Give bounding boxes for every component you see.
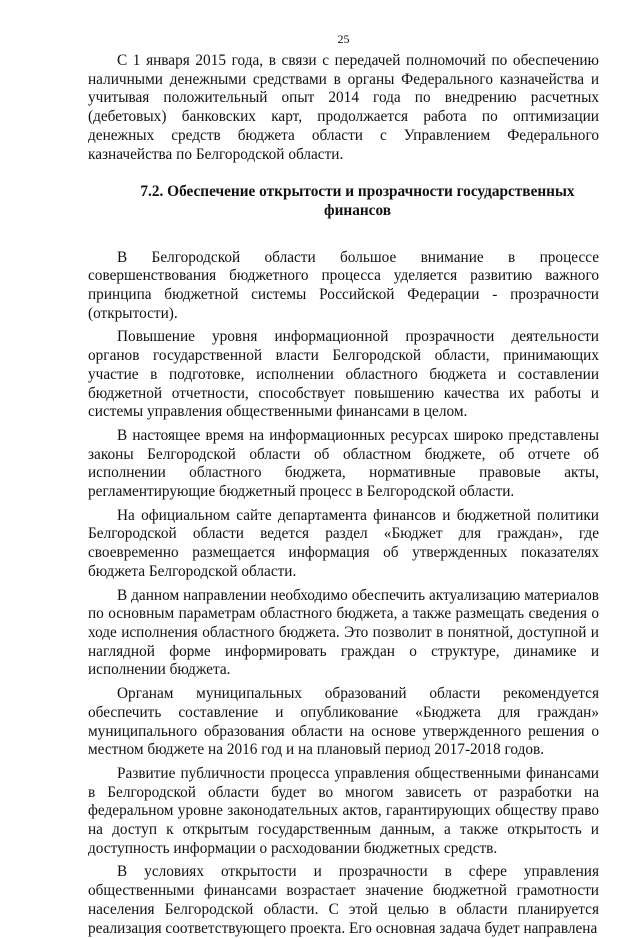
body-paragraph: В настоящее время на информационных ресурсах широко представлены законы Белгородской области об областном бюджете, об отчете об исполнении областного бюджета, нормативные правовые акты, регламентирующие бюджетный процесс в Белгородской области. (88, 426, 599, 501)
body-paragraph: В условиях открытости и прозрачности в сфере управления общественными финансами возрастает значение бюджетной грамотности населения Белгородской области. С этой целью в области планируется реализация соответствующего проекта. Его основная задача будет направлена (88, 863, 599, 937)
body-paragraph: В данном направлении необходимо обеспечить актуализацию материалов по основным параметрам областного бюджета, а также размещать сведения о ходе исполнения областного бюджета. Это позволит в понятной, доступной и наглядной форме информировать граждан о структуре, динамике и исполнении бюджета. (88, 586, 599, 679)
body-paragraph: На официальном сайте департамента финансов и бюджетной политики Белгородской области ведется раздел «Бюджет для граждан», где своевременно размещается информация об утвержденных показателях бюджета Белгородской области. (88, 506, 599, 580)
page-number: 25 (337, 32, 350, 46)
section-heading: 7.2. Обеспечение открытости и прозрачности государственных финансов (140, 183, 575, 219)
body-paragraph: В Белгородской области большое внимание в процессе совершенствования бюджетного процесса уделяется развитию важного принципа бюджетной системы Российской Федерации - прозрачности (открытости). (88, 248, 599, 322)
body-paragraph: Органам муниципальных образований области рекомендуется обеспечить составление и опубликование «Бюджета для граждан» муниципального образования области на основе утвержденного решения о местном бюджете на 2016 год и на плановый период 2017-2018 годов. (88, 685, 599, 759)
body-paragraph: Повышение уровня информационной прозрачности деятельности органов государственной власти Белгородской области, принимающих участие в подготовке, исполнении областного бюджета и составлении бюджетной отчетности, способствует повышению качества их работы и системы управления общественными финансами в целом. (88, 328, 599, 421)
intro-paragraph: С 1 января 2015 года, в связи с передачей полномочий по обеспечению наличными денежными средствами в органы Федерального казначейства и учитывая положительный опыт 2014 года по внедрению расчетных (дебетовых) банковских карт, продолжается работа по оптимизации денежных средств бюджета области с Управлением Федерального казначейства по Белгородской области. (88, 52, 599, 163)
body-paragraph: Развитие публичности процесса управления общественными финансами в Белгородской области будет во многом зависеть от разработки на федеральном уровне законодательных актов, гарантирующих обществу право на доступ к открытым государственным данным, а также открытость и доступность информации о расходовании бюджетных средств. (88, 764, 599, 857)
